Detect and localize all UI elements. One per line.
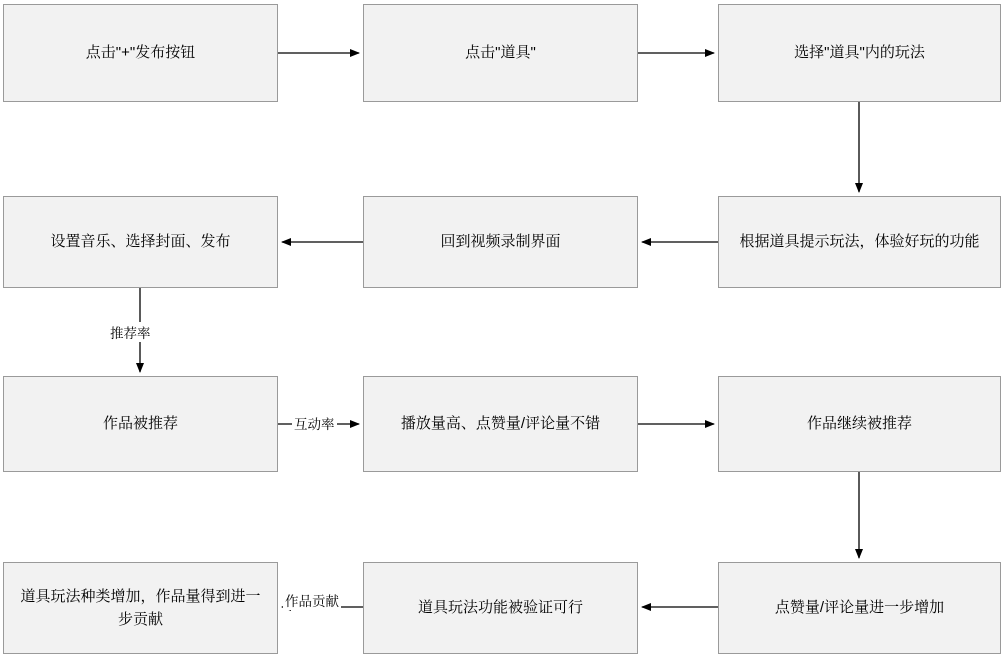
flow-node-label: 作品被推荐 bbox=[102, 415, 178, 433]
flow-node-experience-feature bbox=[718, 196, 1001, 288]
flow-node-high-engagement bbox=[363, 376, 638, 472]
flow-node-label: 道具玩法种类增加，作品量得到进一步贡献 bbox=[20, 587, 261, 628]
flow-node-work-recommended bbox=[3, 376, 278, 472]
flow-node-back-to-recording bbox=[363, 196, 638, 288]
flow-node-more-prop-types bbox=[3, 562, 278, 654]
flow-node-click-props bbox=[363, 4, 638, 102]
flow-node-label: 点赞量/评论量进一步增加 bbox=[774, 599, 945, 617]
flow-node-label: 作品继续被推荐 bbox=[806, 415, 912, 433]
flow-node-set-music-cover-publish bbox=[3, 196, 278, 288]
flow-node-label: 点击"道具" bbox=[465, 44, 536, 62]
flow-node-label: 选择"道具"内的玩法 bbox=[794, 44, 925, 62]
flow-node-engagement-increases bbox=[718, 562, 1001, 654]
edge-label-interaction-rate: 互动率 bbox=[292, 413, 337, 433]
flow-node-label: 道具玩法功能被验证可行 bbox=[417, 599, 583, 617]
flow-node-label: 播放量高、点赞量/评论量不错 bbox=[400, 415, 601, 433]
flow-node-feature-validated bbox=[363, 562, 638, 654]
flow-node-label: 根据道具提示玩法，体验好玩的功能 bbox=[739, 233, 980, 251]
flow-node-label: 设置音乐、选择封面、发布 bbox=[50, 233, 231, 251]
flow-node-label: 回到视频录制界面 bbox=[440, 233, 561, 251]
edge-label-work-contribution: 作品贡献 bbox=[283, 590, 341, 610]
flow-node-click-publish bbox=[3, 4, 278, 102]
flow-node-label: 点击"+"发布按钮 bbox=[85, 44, 196, 62]
flow-node-select-prop-gameplay bbox=[718, 4, 1001, 102]
edge-label-recommend-rate: 推荐率 bbox=[108, 322, 153, 342]
flow-node-work-keeps-recommended bbox=[718, 376, 1001, 472]
